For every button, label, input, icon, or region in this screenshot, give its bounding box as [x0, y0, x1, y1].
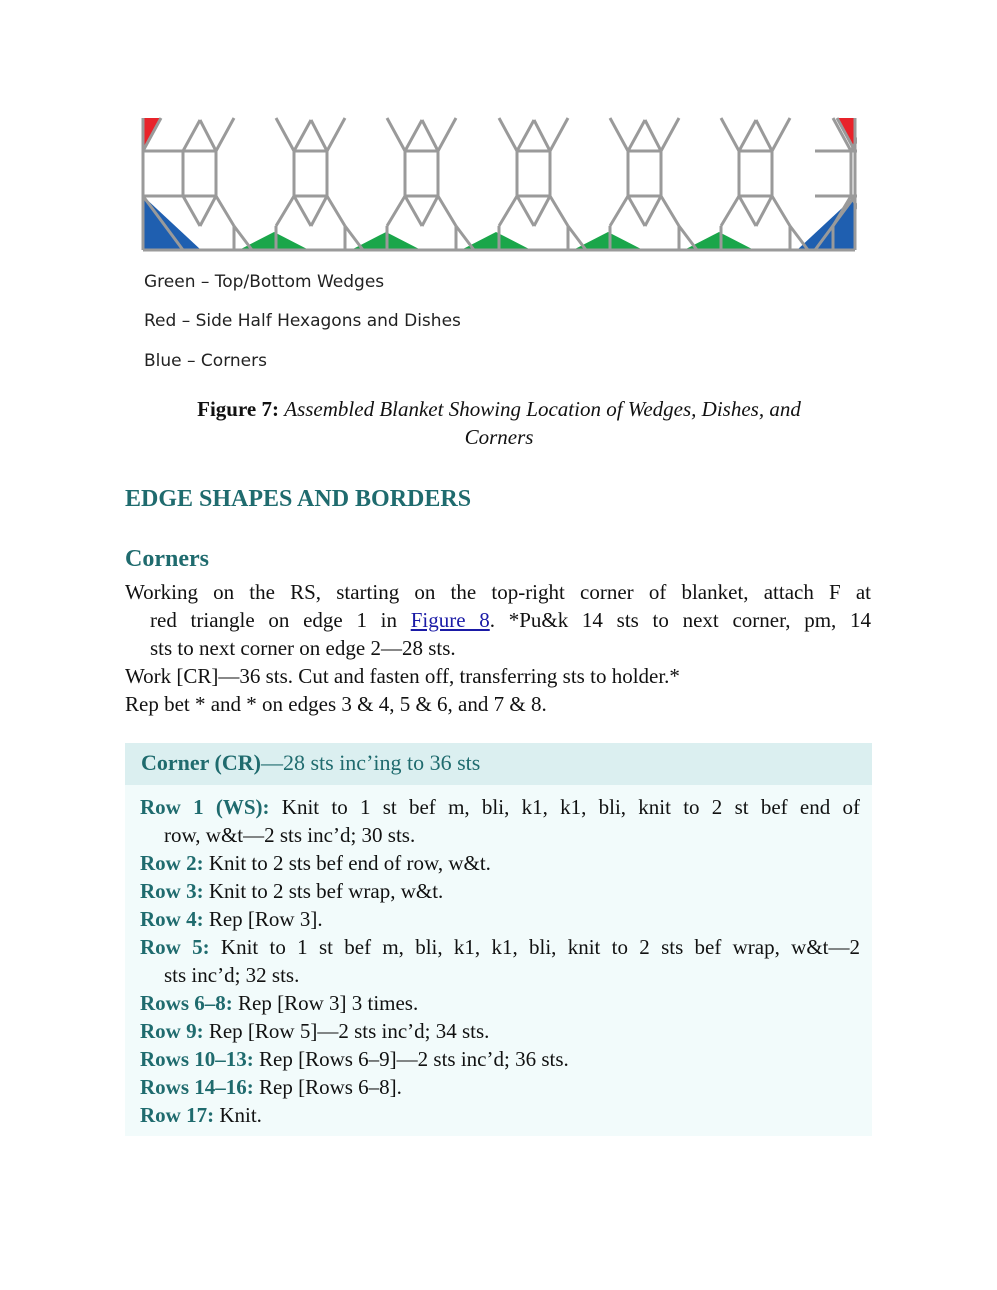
tile-edge: [499, 196, 517, 226]
row-6-8: [140, 989, 860, 1017]
row-17: [140, 1101, 860, 1129]
caption-text-line2: Corners: [464, 425, 534, 449]
tile-edge: [645, 196, 661, 226]
tile-edge: [550, 196, 568, 226]
tile-edge: [721, 196, 739, 226]
tile-edge: [739, 196, 756, 226]
tile-edge: [200, 196, 216, 226]
row-label: Row 9:: [140, 1019, 204, 1043]
row-text: Rep [Rows 6–8].: [253, 1075, 402, 1099]
row-label: Row 4:: [140, 907, 204, 931]
tile-edge: [721, 118, 739, 151]
intro-line4: Work [CR]—36 sts. Cut and fasten off, transferring sts to holder.*: [125, 664, 680, 688]
tile-edge: [387, 196, 405, 226]
box-title-bold: Corner (CR): [141, 750, 261, 775]
intro-line3: sts to next corner on edge 2—28 sts.: [150, 636, 456, 660]
row-1: [140, 793, 860, 849]
tile-edge: [345, 226, 363, 250]
caption-text-line1: Assembled Blanket Showing Location of Wedges, Dishes, and: [284, 397, 801, 421]
tile-edge: [756, 196, 772, 226]
tile-edge: [610, 118, 628, 151]
row-label: Row 17:: [140, 1103, 215, 1127]
legend-blue: Blue – Corners: [144, 351, 267, 371]
tile-edge: [628, 196, 645, 226]
tile-edge: [200, 120, 216, 151]
tile-edge: [276, 196, 294, 226]
tile-edge: [610, 196, 628, 226]
row-10-13: [140, 1045, 860, 1073]
box-title-rest: —28 sts inc’ing to 36 sts: [260, 750, 481, 775]
row-2: [140, 849, 860, 877]
row-4: [140, 905, 860, 933]
tile-edge: [517, 196, 534, 226]
row-text: Knit to 1 st bef m, bli, k1, k1, bli, knit to 2 st bef end of: [269, 795, 860, 819]
tile-edge: [568, 226, 586, 250]
row-text: Rep [Row 5]—2 sts inc’d; 34 sts.: [203, 1019, 490, 1043]
intro-line2-pre: red triangle on edge 1 in: [150, 608, 411, 632]
intro-line5: Rep bet * and * on edges 3 & 4, 5 & 6, and 7 & 8.: [125, 692, 547, 716]
row-text: Rep [Row 3] 3 times.: [232, 991, 419, 1015]
row-text: Knit.: [214, 1103, 262, 1127]
tile-edge: [422, 196, 438, 226]
row-text: Knit to 1 st bef m, bli, k1, k1, bli, knit to 2 sts bef wrap, w&t—2: [209, 935, 860, 959]
row-text: Rep [Row 3].: [203, 907, 323, 931]
section-title: EDGE SHAPES AND BORDERS: [125, 486, 472, 512]
tile-edge: [550, 118, 568, 151]
row-label: Row 5:: [140, 935, 210, 959]
caption-label: Figure 7:: [197, 397, 279, 421]
box-title: [141, 750, 480, 776]
tile-edge: [456, 226, 474, 250]
row-text-cont: sts inc’d; 32 sts.: [164, 963, 300, 987]
tile-edge: [772, 196, 790, 226]
row-label: Rows 14–16:: [140, 1075, 254, 1099]
legend-green: Green – Top/Bottom Wedges: [144, 272, 385, 292]
intro-line2: [125, 606, 871, 634]
row-14-16: [140, 1073, 860, 1101]
row-5: [140, 933, 860, 989]
tile-edge: [438, 196, 456, 226]
row-list: [140, 793, 860, 1129]
tile-edge: [661, 196, 679, 226]
row-label: Rows 10–13:: [140, 1047, 254, 1071]
row-text: Knit to 2 sts bef wrap, w&t.: [203, 879, 444, 903]
row-text: Rep [Rows 6–9]—2 sts inc’d; 36 sts.: [253, 1047, 569, 1071]
row-label: Rows 6–8:: [140, 991, 233, 1015]
tile-edge: [216, 118, 234, 151]
tile-edge: [517, 120, 534, 151]
row-label: Row 3:: [140, 879, 204, 903]
tile-edge: [327, 196, 345, 226]
tile-edge: [294, 196, 311, 226]
box-header: [125, 743, 872, 785]
tile-edge: [756, 120, 772, 151]
tile-edge: [405, 196, 422, 226]
figure-caption: [124, 395, 874, 451]
corner-instructions-box: [125, 743, 872, 1136]
blue-corner-left: [143, 196, 201, 250]
tile-edge: [183, 120, 200, 151]
row-label: Row 1 (WS):: [140, 795, 270, 819]
row-3: [140, 877, 860, 905]
tile-edge: [661, 118, 679, 151]
intro-line1: Working on the RS, starting on the top-right corner of blanket, attach F at: [125, 580, 871, 604]
tile-edge: [422, 120, 438, 151]
tile-edge: [311, 196, 327, 226]
tile-edge: [679, 226, 697, 250]
blanket-figure: [141, 116, 857, 252]
tile-edge: [438, 118, 456, 151]
tile-edge: [234, 226, 252, 250]
row-9: [140, 1017, 860, 1045]
legend-red: Red – Side Half Hexagons and Dishes: [144, 311, 461, 331]
tile-edge: [276, 118, 294, 151]
tile-edge: [327, 118, 345, 151]
tile-edge: [311, 120, 327, 151]
tile-edge: [499, 118, 517, 151]
subsection-title: Corners: [125, 546, 209, 572]
tile-edge: [628, 120, 645, 151]
row-text: Knit to 2 sts bef end of row, w&t.: [203, 851, 491, 875]
tile-edge: [405, 120, 422, 151]
tile-edge: [534, 120, 550, 151]
tile-edge: [534, 196, 550, 226]
tile-edge: [645, 120, 661, 151]
row-text-cont: row, w&t—2 sts inc’d; 30 sts.: [164, 823, 416, 847]
tile-edge: [183, 196, 200, 226]
intro-line2-post: . *Pu&k 14 sts to next corner, pm, 14: [489, 608, 871, 632]
tile-edge: [216, 196, 234, 226]
tile-edge: [387, 118, 405, 151]
tile-edge: [294, 120, 311, 151]
tile-edge: [772, 118, 790, 151]
row-label: Row 2:: [140, 851, 204, 875]
intro-paragraph: [125, 578, 871, 718]
figure-8-link[interactable]: Figure 8: [410, 608, 490, 632]
tile-edge: [739, 120, 756, 151]
tile-edge: [790, 226, 808, 250]
